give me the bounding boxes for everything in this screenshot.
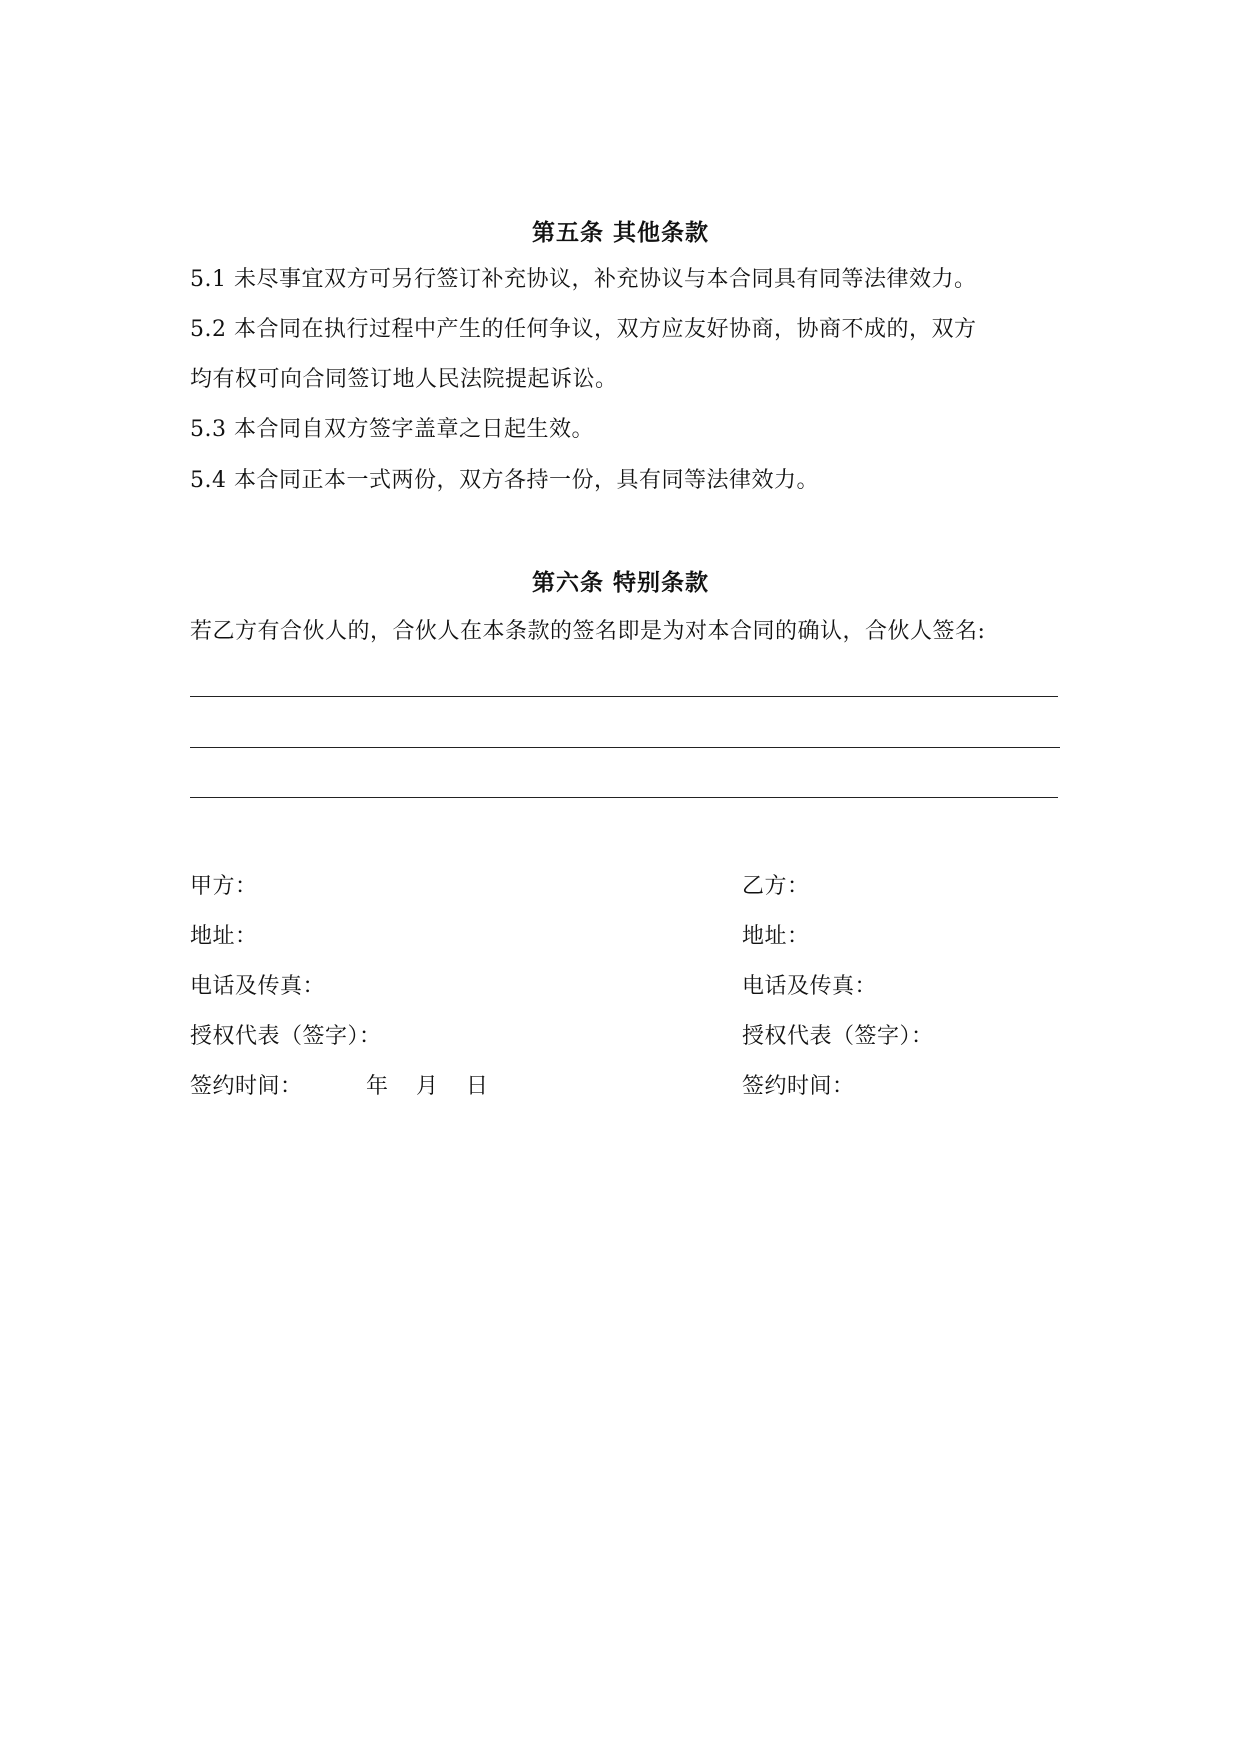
- party-a-date-year: 年: [366, 1074, 389, 1099]
- party-b-date-label: 签约时间：: [742, 1074, 855, 1099]
- article6-text: 若乙方有合伙人的，合伙人在本条款的签名即是为对本合同的确认，合伙人签名:: [190, 619, 986, 644]
- party-b-rep-label: 授权代表（签字）：: [742, 1024, 934, 1049]
- clause-5-3: 5.3 本合同自双方签字盖章之日起生效。: [190, 417, 594, 442]
- partner-signature-line-2: [190, 747, 1060, 748]
- party-a-date-label: 签约时间：: [190, 1074, 303, 1099]
- party-b-address-label: 地址：: [742, 924, 810, 949]
- party-a-rep-label: 授权代表（签字）：: [190, 1024, 382, 1049]
- party-a-phone-label: 电话及传真：: [190, 974, 326, 999]
- party-a-date-month: 月: [416, 1074, 439, 1099]
- clause-5-2-cont: 均有权可向合同签订地人民法院提起诉讼。: [190, 367, 618, 392]
- partner-signature-line-1: [190, 696, 1058, 697]
- clause-5-2: 5.2 本合同在执行过程中产生的任何争议，双方应友好协商，协商不成的，双方: [190, 317, 977, 342]
- party-a-label: 甲方：: [190, 874, 258, 899]
- article5-title: 第五条 其他条款: [531, 220, 709, 246]
- party-a-address-label: 地址：: [190, 924, 258, 949]
- party-a-date-day: 日: [466, 1074, 489, 1099]
- party-b-label: 乙方：: [742, 874, 810, 899]
- clause-5-1: 5.1 未尽事宜双方可另行签订补充协议，补充协议与本合同具有同等法律效力。: [190, 267, 977, 292]
- partner-signature-line-3: [190, 797, 1058, 798]
- party-b-phone-label: 电话及传真：: [742, 974, 878, 999]
- clause-5-4: 5.4 本合同正本一式两份，双方各持一份，具有同等法律效力。: [190, 468, 819, 493]
- article6-title: 第六条 特别条款: [531, 570, 709, 596]
